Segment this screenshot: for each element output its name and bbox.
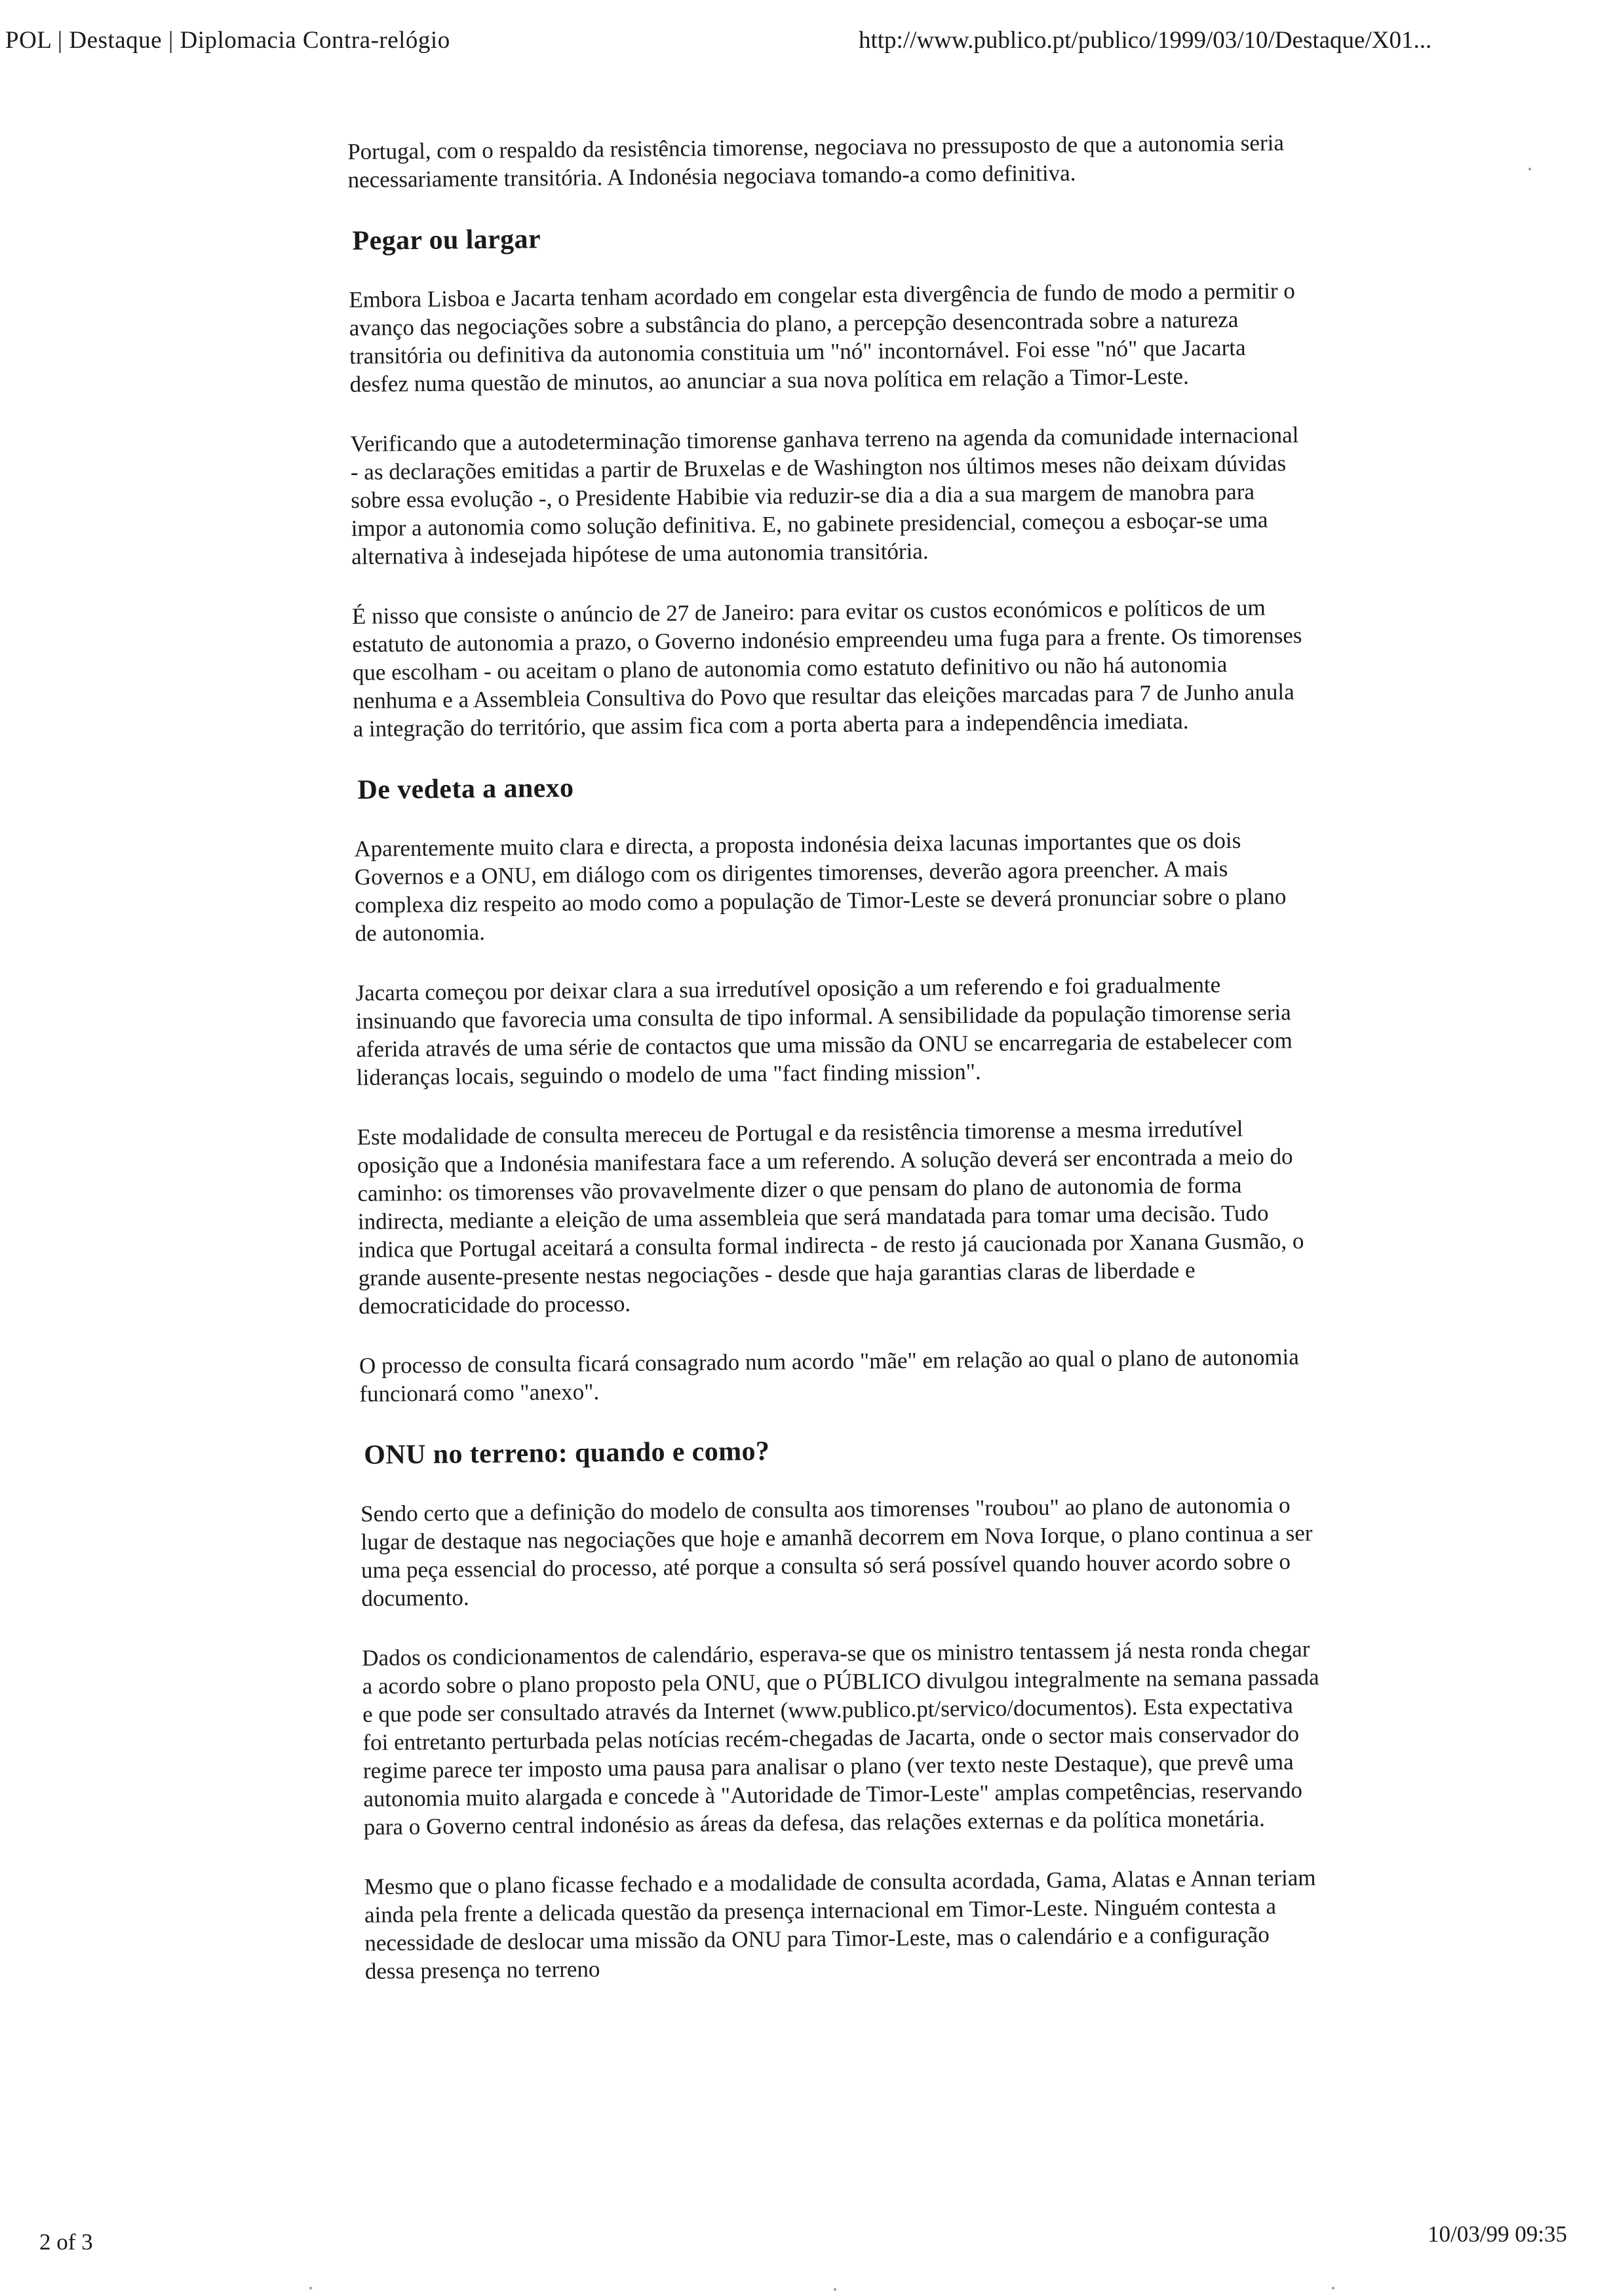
article-paragraph: O processo de consulta ficará consagrado num acordo "mãe" em relação ao qual o plano de autonomia funcionará como "anexo".: [359, 1344, 1299, 1407]
article-paragraph: Embora Lisboa e Jacarta tenham acordado em congelar esta divergência de fundo de modo a permitir o avanço das negociações sobre a substância do plano, a percepção desencontrada sobre a natureza transitória ou definitiva da autonomia constituia um "nó" incontornável. Foi esse "nó" que Jacarta desfez numa questão de minutos, ao anunciar a sua nova política em relação a Timor-Leste.: [349, 278, 1295, 397]
page-header-title: POL | Destaque | Diplomacia Contra-relógio: [5, 27, 450, 54]
print-datetime: 10/03/99 09:35: [1428, 2221, 1567, 2247]
scan-speck: [1332, 2287, 1334, 2289]
page-number: 2 of 3: [39, 2229, 93, 2255]
article-paragraph: Mesmo que o plano ficasse fechado e a modalidade de consulta acordada, Gama, Alatas e Annan teriam ainda pela frente a delicada questão da presença internacional em Timor-Leste. Ninguém contesta a necessidade de deslocar uma missão da ONU para Timor-Leste, mas o calendário e a configuração dessa presença no terreno: [364, 1864, 1316, 1984]
article-paragraph: Aparentemente muito clara e directa, a proposta indonésia deixa lacunas importantes que os dois Governos e a ONU, em diálogo com os dirigentes timorenses, deverão agora preencher. A mais complexa diz respeito ao modo como a população de Timor-Leste se deverá pronunciar sobre o plano de autonomia.: [354, 827, 1287, 946]
article-paragraph: É nisso que consiste o anúncio de 27 de Janeiro: para evitar os custos económicos e políticos de um estatuto de autonomia a prazo, o Governo indonésio empreendeu uma fuga para a frente. Os timorenses que escolham - ou aceitam o plano de autonomia como estatuto definitivo ou não há autonomia nenhuma e a Assembleia Consultiva do Povo que resultar das eleições marcadas para 7 de Junho anula a integração do território, que assim fica com a porta aberta para a independência imediata.: [351, 594, 1302, 742]
article-body: [347, 128, 1322, 2017]
scan-speck: [834, 2288, 836, 2291]
article-paragraph: Este modalidade de consulta mereceu de Portugal e da resistência timorense a mesma irredutível oposição que a Indonésia manifestara face a um referendo. A solução deverá ser encontrada a meio do caminho: os timorenses vão provavelmente dizer o que pensam do plano de autonomia de forma indirecta, mediante a eleição de uma assembleia que será mandatada para tomar uma decisão. Tudo indica que Portugal aceitará a consulta formal indirecta - de resto já caucionada por Xanana Gusmão, o grande ausente-presente nestas negociações - desde que haja garantias claras de liberdade e democraticidade do processo.: [357, 1115, 1304, 1319]
article-paragraph: Jacarta começou por deixar clara a sua irredutível oposição a um referendo e foi gradualmente insinuando que favorecia uma consulta de tipo informal. A sensibilidade da população timorense seria aferida através de uma série de contactos que uma missão da ONU se encarregaria de estabelecer com lideranças locais, seguindo o modelo de uma "fact finding mission".: [355, 972, 1293, 1090]
scan-speck: [309, 2287, 312, 2289]
article-paragraph: Portugal, com o respaldo da resistência timorense, negociava no pressuposto de que a autonomia seria necessariamente transitória. A Indonésia negociava tomando-a como definitiva.: [347, 130, 1285, 193]
section-heading: ONU no terreno: quando e como?: [364, 1436, 770, 1470]
article-paragraph: Verificando que a autodeterminação timorense ganhava terreno na agenda da comunidade internacional - as declarações emitidas a partir de Bruxelas e de Washington nos últimos meses não deixam dúvidas sobre essa evolução -, o Presidente Habibie via reduzir-se dia a dia a sua margem de manobra para impor a autonomia como solução definitiva. E, no gabinete presidencial, começou a esboçar-se uma alternativa à indesejada hipótese de uma autonomia transitória.: [350, 422, 1299, 569]
section-heading: De vedeta a anexo: [357, 773, 574, 805]
section-heading: Pegar ou largar: [352, 224, 541, 256]
page-header-url: http://www.publico.pt/publico/1999/03/10/Destaque/X01...: [859, 27, 1432, 54]
scan-speck: [1528, 168, 1531, 170]
article-paragraph: Sendo certo que a definição do modelo de consulta aos timorenses "roubou" ao plano de autonomia o lugar de destaque nas negociações que hoje e amanhã decorrem em Nova Iorque, o plano continua a ser uma peça essencial do processo, até porque a consulta só será possível quando houver acordo sobre o documento.: [360, 1492, 1313, 1611]
article-paragraph: Dados os condicionamentos de calendário, esperava-se que os ministro tentassem já nesta ronda chegar a acordo sobre o plano proposto pela ONU, que o PÚBLICO divulgou integralmente na semana passada e que pode ser consultado através da Internet (www.publico.pt/servico/documentos). Esta expectativa foi entretanto perturbada pelas notícias recém-chegadas de Jacarta, onde o sector mais conservador do regime parece ter imposto uma pausa para analisar o plano (ver texto neste Destaque), que prevê uma autonomia muito alargada e concede à "Autoridade de Timor-Leste" amplas competências, reservando para o Governo central indonésio as áreas da defesa, das relações externas e da política monetária.: [362, 1636, 1319, 1840]
